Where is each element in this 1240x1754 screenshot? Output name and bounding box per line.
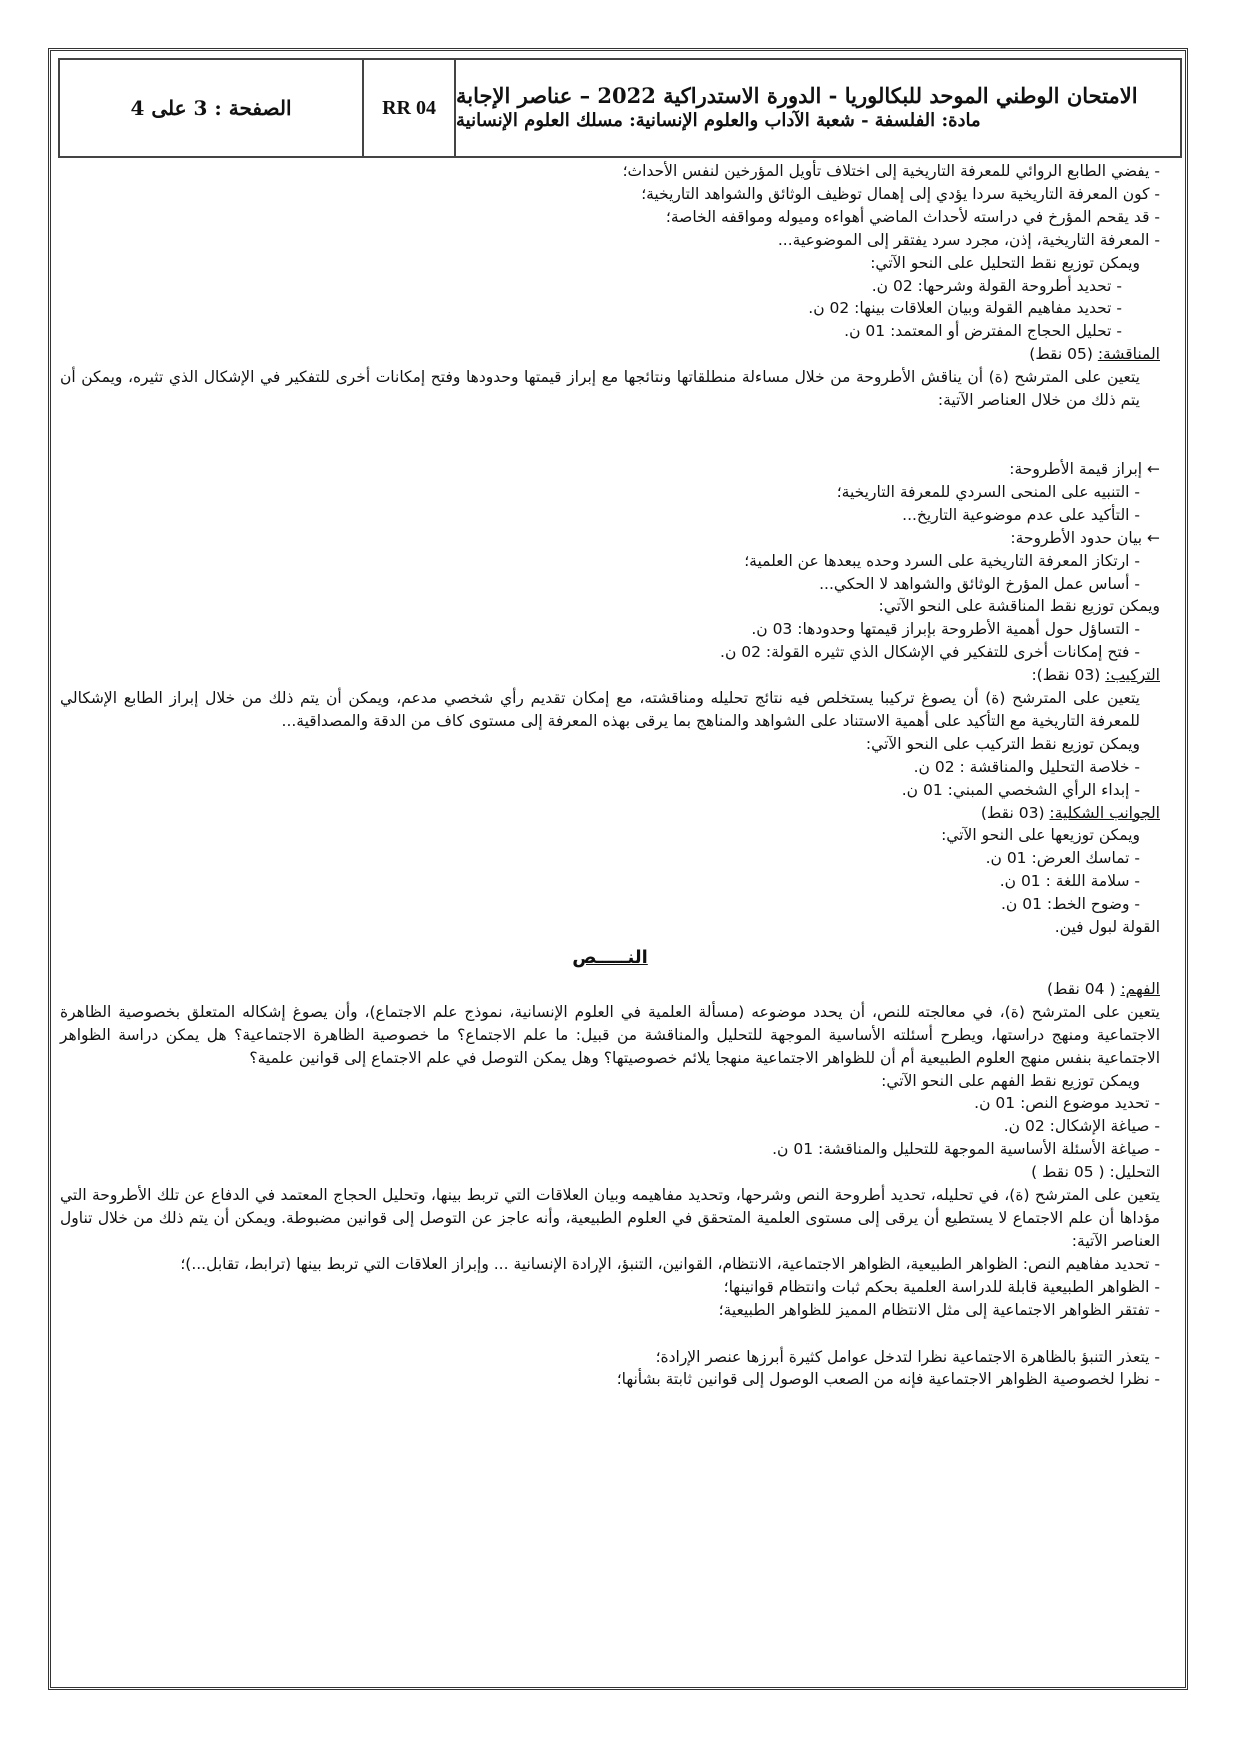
paragraph: يتعين على المترشح (ة) أن يصوغ تركيبا يستخلص فيه نتائج تحليله ومناقشته، مع إمكان تقديم رأي شخصي مدعم، ويمكن أن يتم ذلك من خلال إبراز الطابع الإشكالي للمعرفة التاريخية مع التأكيد على أهمية الاستناد على الشواهد والمناهج بما يرقى بهذه المعرفة إلى مستوى كاف من الدقة والمصداقية...: [60, 689, 1140, 730]
line: - تماسك العرض: 01 ن.: [985, 849, 1140, 868]
spacer: [60, 1322, 1160, 1346]
line: - يتعذر التنبؤ بالظاهرة الاجتماعية نظرا لتدخل عوامل كثيرة أبرزها عنصر الإرادة؛: [655, 1347, 1160, 1366]
line: - وضوح الخط: 01 ن.: [1001, 895, 1140, 914]
spacer: [60, 412, 1160, 458]
line: - صياغة الأسئلة الأساسية الموجهة للتحليل والمناقشة: 01 ن.: [772, 1140, 1160, 1159]
section-heading-synthesis: [60, 664, 1160, 687]
heading-points: (03 نقط): [980, 803, 1050, 822]
line: ويمكن توزيع نقط المناقشة على النحو الآتي:: [878, 597, 1160, 616]
line: - إبداء الرأي الشخصي المبني: 01 ن.: [901, 780, 1140, 799]
section-heading-form: [60, 802, 1160, 825]
line: - تحديد مفاهيم القولة وبيان العلاقات بينها: 02 ن.: [808, 299, 1122, 318]
exam-subject: مادة: الفلسفة - شعبة الآداب والعلوم الإنسانية: مسلك العلوم الإنسانية: [456, 110, 981, 131]
heading-points: (03 نقط):: [1031, 666, 1106, 685]
answer-content: [60, 160, 1160, 1391]
line: - صياغة الإشكال: 02 ن.: [1003, 1117, 1160, 1136]
line: - سلامة اللغة : 01 ن.: [999, 872, 1140, 891]
line: ويمكن توزيع نقط الفهم على النحو الآتي:: [881, 1071, 1140, 1090]
section-heading-comprehension: [60, 978, 1160, 1001]
paragraph: - تحديد مفاهيم النص: الظواهر الطبيعية، الظواهر الاجتماعية، الانتظام، القوانين، التنبؤ، الإرادة الإنسانية ... وإبراز العلاقات التي تربط بينها (ترابط، تقابل...)؛: [180, 1254, 1160, 1273]
line: ← إبراز قيمة الأطروحة:: [1009, 459, 1160, 478]
exam-title: الامتحان الوطني الموحد للبكالوريا - الدورة الاستدراكية 2022 – عناصر الإجابة: [456, 83, 1138, 108]
paragraph: يتعين على المترشح (ة) أن يناقش الأطروحة من خلال مساءلة منطلقاتها ونتائجها مع إبراز قيمتها وحدودها وفتح إمكانات أخرى للتفكير في الإشكال الذي تثيره، ويمكن أن يتم ذلك من خلال العناصر الآتية:: [60, 368, 1140, 410]
line: ويمكن توزيع نقط التركيب على النحو الآتي:: [865, 734, 1140, 753]
line: - نظرا لخصوصية الظواهر الاجتماعية فإنه من الصعب الوصول إلى قوانين ثابتة بشأنها؛: [616, 1370, 1160, 1389]
page-number: الصفحة : 3 على 4: [130, 96, 292, 120]
line: - أساس عمل المؤرخ الوثائق والشواهد لا الحكي...: [819, 574, 1140, 593]
line: - المعرفة التاريخية، إذن، مجرد سرد يفتقر إلى الموضوعية...: [777, 230, 1160, 249]
heading-points: (05 نقط): [1029, 345, 1098, 364]
exam-code-text: RR 04: [382, 96, 436, 119]
line: - التنبيه على المنحى السردي للمعرفة التاريخية؛: [836, 482, 1140, 501]
line: - قد يقحم المؤرخ في دراسته لأحداث الماضي أهواءه وميوله ومواقفه الخاصة؛: [665, 207, 1160, 226]
paragraph: يتعين على المترشح (ة)، في معالجته للنص، أن يحدد موضوعه (مسألة العلمية في العلوم الإنسانية، نموذج علم الاجتماع)، وأن يصوغ إشكاله المتعلق بخصوصية الظاهرة الاجتماعية ومنهج دراستها، ويطرح أسئلته الأساسية الموجهة للتحليل والمناقشة من قبيل: ما علم الاجتماع؟ ما خصوصية الظاهرة الاجتماعية؟ هل يمكن دراسة الظواهر الاجتماعية بنفس منهج العلوم الطبيعية أم أن للظواهر الاجتماعية منهجا يلائم خصوصيتها؟ وهل يمكن التوصل في علم الاجتماع إلى قوانين علمية؟: [60, 1002, 1160, 1067]
heading-label: التركيب:: [1105, 666, 1160, 685]
section-heading-discussion: [60, 343, 1160, 366]
line: - تحديد أطروحة القولة وشرحها: 02 ن.: [871, 276, 1122, 295]
line: - تحليل الحجاج المفترض أو المعتمد: 01 ن.: [844, 322, 1122, 341]
line: ويمكن توزيع نقط التحليل على النحو الآتي:: [870, 253, 1140, 272]
line: - كون المعرفة التاريخية سردا يؤدي إلى إهمال توظيف الوثائق والشواهد التاريخية؛: [641, 184, 1160, 203]
line: - التساؤل حول أهمية الأطروحة بإبراز قيمتها وحدودها: 03 ن.: [751, 620, 1140, 639]
exam-title-cell: [454, 60, 1180, 156]
line: - فتح إمكانات أخرى للتفكير في الإشكال الذي تثيره القولة: 02 ن.: [720, 643, 1140, 662]
line: - تحديد موضوع النص: 01 ن.: [974, 1094, 1160, 1113]
line: ← بيان حدود الأطروحة:: [1010, 528, 1160, 547]
text-section-title: النـــــص: [572, 947, 648, 968]
exam-code: [362, 60, 454, 156]
line: - يفضي الطابع الروائي للمعرفة التاريخية إلى اختلاف تأويل المؤرخين لنفس الأحداث؛: [622, 162, 1160, 180]
line: القولة لبول فين.: [1054, 918, 1160, 937]
line: - التأكيد على عدم موضوعية التاريخ...: [902, 505, 1140, 524]
heading-label: الفهم:: [1120, 979, 1160, 998]
line: - خلاصة التحليل والمناقشة : 02 ن.: [913, 757, 1140, 776]
section-heading-analysis: التحليل: ( 05 نقط ): [1031, 1163, 1160, 1182]
line: ويمكن توزيعها على النحو الآتي:: [941, 826, 1140, 845]
heading-points: ( 04 نقط): [1046, 979, 1121, 998]
header-table: [58, 58, 1182, 158]
paragraph: يتعين على المترشح (ة)، في تحليله، تحديد أطروحة النص وشرحها، وتحديد مفاهيمه وبيان العلاقات التي تربط بينها، وتحليل الحجاج المعتمد في الدفاع عن تلك الأطروحة التي مؤداها أن علم الاجتماع لا يستطيع أن يرقى إلى مستوى العلمية المتحقق في العلوم الطبيعية، وأنه عاجز عن التوصل إلى قوانين مضبوطة. ويمكن أن يتم ذلك من خلال تناول العناصر الآتية:: [60, 1186, 1160, 1250]
line: - الظواهر الطبيعية قابلة للدراسة العلمية بحكم ثبات وانتظام قوانينها؛: [723, 1277, 1160, 1296]
heading-label: الجوانب الشكلية:: [1049, 803, 1160, 822]
heading-label: المناقشة:: [1097, 345, 1160, 364]
line: - ارتكاز المعرفة التاريخية على السرد وحده يبعدها عن العلمية؛: [744, 551, 1140, 570]
line: - تفتقر الظواهر الاجتماعية إلى مثل الانتظام المميز للظواهر الطبيعية؛: [718, 1300, 1160, 1319]
